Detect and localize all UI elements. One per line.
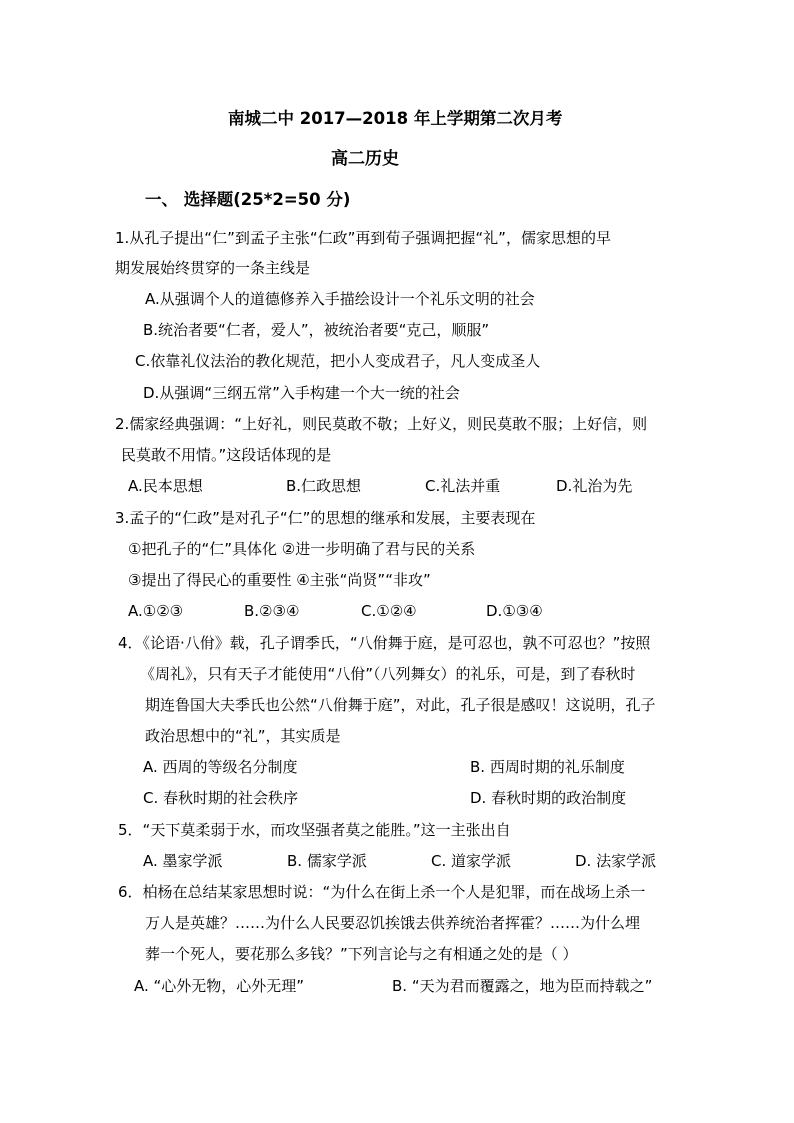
question-stem-line: 5．“天下莫柔弱于水，而攻坚强者莫之能胜。”这一主张出自 [118,821,511,839]
statement-line: ①把孔子的“仁”具体化 ②进一步明确了君与民的关系 [128,540,476,558]
option-d: D. 春秋时期的政治制度 [470,789,627,807]
section-heading: 一、 选择题(25*2=50 分) [145,190,351,209]
option-a: A.从强调个人的道德修养入手描绘设计一个礼乐文明的社会 [145,290,535,308]
option-b: B. 西周时期的礼乐制度 [470,758,625,776]
option-c: C.①②④ [361,602,417,620]
option-a: A.①②③ [128,602,184,620]
question-stem-line: 4．《论语·八佾》载，孔子谓季氏，“八佾舞于庭，是可忍也，孰不可忍也？”按照 [118,634,651,652]
option-a: A.民本思想 [128,477,203,495]
option-c: C.依靠礼仪法治的教化规范，把小人变成君子，凡人变成圣人 [135,352,541,370]
question-stem-line: 《周礼》，只有天子才能使用“八佾”（八列舞女）的礼乐，可是，到了春秋时 [140,665,636,683]
question-stem-line: 葬一个死人，要花那么多钱？”下列言论与之有相通之处的是（ ） [145,945,578,963]
exam-title: 南城二中 2017—2018 年上学期第二次月考 [228,109,563,128]
option-a: A. 墨家学派 [143,852,223,870]
option-c: C. 春秋时期的社会秩序 [143,789,299,807]
option-b: B.统治者要“仁者，爱人”，被统治者要“克己，顺服” [143,321,490,339]
option-b: B.②③④ [244,602,300,620]
question-stem-line: 民莫敢不用情。”这段话体现的是 [121,446,332,464]
question-stem-line: 1.从孔子提出“仁”到孟子主张“仁政”再到荀子强调把握“礼”，儒家思想的早 [115,229,611,247]
option-b: B. “天为君而覆露之，地为臣而持载之” [392,977,653,995]
option-d: D.从强调“三纲五常”入手构建一个大一统的社会 [143,384,460,402]
option-b: B.仁政思想 [286,477,362,495]
option-c: C.礼法并重 [425,477,501,495]
option-d: D.礼治为先 [556,477,633,495]
option-a: A. “心外无物，心外无理” [134,977,305,995]
statement-line: ③提出了得民心的重要性 ④主张“尚贤”“非攻” [128,571,431,589]
option-c: C. 道家学派 [431,852,512,870]
question-stem-line: 政治思想中的“礼”，其实质是 [145,727,341,745]
question-stem-line: 期发展始终贯穿的一条主线是 [115,259,311,277]
question-stem-line: 2.儒家经典强调：“上好礼，则民莫敢不敬；上好义，则民莫敢不服；上好信，则 [115,415,648,433]
option-d: D.①③④ [486,602,543,620]
option-a: A. 西周的等级名分制度 [143,758,298,776]
question-stem-line: 3.孟子的“仁政”是对孔子“仁”的思想的继承和发展，主要表现在 [115,509,536,527]
exam-subject: 高二历史 [331,149,399,169]
question-stem-line: 期连鲁国大夫季氏也公然“八佾舞于庭”，对此，孔子很是感叹！这说明，孔子 [145,696,656,714]
option-b: B. 儒家学派 [287,852,367,870]
question-stem-line: 万人是英雄？……为什么人民要忍饥挨饿去供养统治者挥霍？……为什么埋 [145,914,641,932]
question-stem-line: 6．柏杨在总结某家思想时说：“为什么在街上杀一个人是犯罪，而在战场上杀一 [118,883,646,901]
option-d: D. 法家学派 [575,852,657,870]
